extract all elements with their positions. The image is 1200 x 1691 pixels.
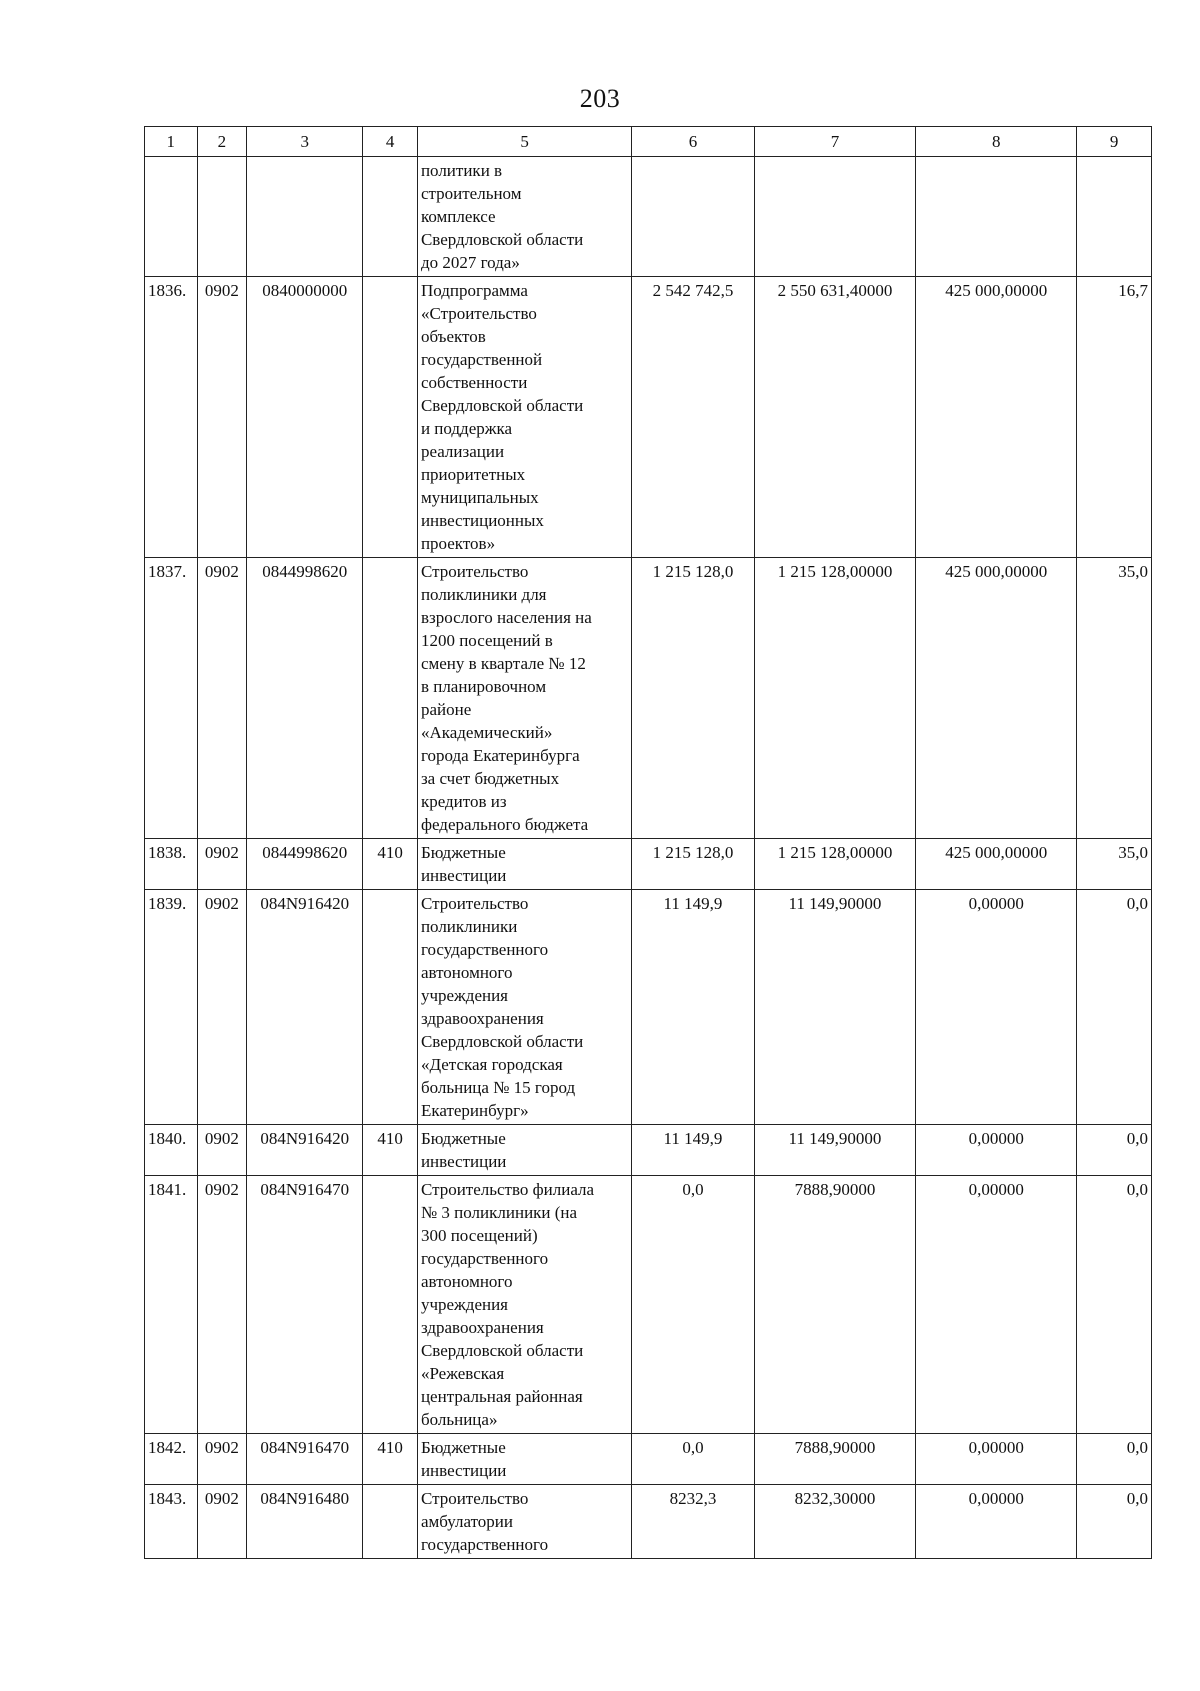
section-code-cell: 0902	[197, 1434, 247, 1485]
item-name-cell: Бюджетные инвестиции	[417, 1434, 631, 1485]
table-body	[145, 157, 1152, 1559]
expense-type-cell	[363, 277, 418, 558]
section-code-cell: 0902	[197, 1176, 247, 1434]
budget-table	[144, 126, 1152, 1559]
item-name-cell: Строительство поликлиники для взрослого населения на 1200 посещений в смену в квартале № 12 в планировочном районе «Академический» города Екатеринбурга за счет бюджетных кредитов из федерального бюджета	[417, 558, 631, 839]
amount-cell-col-7: 7888,90000	[754, 1434, 916, 1485]
header-cell-col-5: 5	[417, 127, 631, 157]
header-cell-col-1: 1	[145, 127, 198, 157]
target-article-cell	[247, 157, 363, 277]
amount-cell-col-8: 0,00000	[916, 890, 1077, 1125]
table-row	[145, 558, 1152, 839]
amount-cell-col-7: 8232,30000	[754, 1485, 916, 1559]
section-code-cell: 0902	[197, 1485, 247, 1559]
percent-cell: 35,0	[1077, 558, 1152, 839]
amount-cell-col-8: 425 000,00000	[916, 558, 1077, 839]
amount-cell-col-8: 425 000,00000	[916, 839, 1077, 890]
row-number-cell	[145, 157, 198, 277]
amount-cell-col-6: 0,0	[632, 1176, 754, 1434]
target-article-cell: 084N916470	[247, 1434, 363, 1485]
amount-cell-col-7: 7888,90000	[754, 1176, 916, 1434]
table-header	[145, 127, 1152, 157]
row-number-cell: 1837.	[145, 558, 198, 839]
expense-type-cell	[363, 558, 418, 839]
section-code-cell: 0902	[197, 1125, 247, 1176]
expense-type-cell	[363, 1176, 418, 1434]
percent-cell: 0,0	[1077, 1176, 1152, 1434]
percent-cell: 0,0	[1077, 1125, 1152, 1176]
amount-cell-col-7: 11 149,90000	[754, 890, 916, 1125]
amount-cell-col-8: 0,00000	[916, 1434, 1077, 1485]
amount-cell-col-8	[916, 157, 1077, 277]
percent-cell: 0,0	[1077, 1434, 1152, 1485]
row-number-cell: 1840.	[145, 1125, 198, 1176]
amount-cell-col-7: 2 550 631,40000	[754, 277, 916, 558]
table-row	[145, 1176, 1152, 1434]
target-article-cell: 0840000000	[247, 277, 363, 558]
table-row	[145, 839, 1152, 890]
amount-cell-col-7	[754, 157, 916, 277]
percent-cell: 0,0	[1077, 1485, 1152, 1559]
header-cell-col-2: 2	[197, 127, 247, 157]
section-code-cell	[197, 157, 247, 277]
row-number-cell: 1838.	[145, 839, 198, 890]
amount-cell-col-6: 8232,3	[632, 1485, 754, 1559]
percent-cell: 16,7	[1077, 277, 1152, 558]
item-name-cell: Бюджетные инвестиции	[417, 839, 631, 890]
row-number-cell: 1841.	[145, 1176, 198, 1434]
table-row	[145, 1485, 1152, 1559]
expense-type-cell	[363, 157, 418, 277]
item-name-cell: Строительство филиала № 3 поликлиники (на 300 посещений) государственного автономного учреждения здравоохранения Свердловской области «Режевская центральная районная больница»	[417, 1176, 631, 1434]
table-row	[145, 1434, 1152, 1485]
item-name-cell: Бюджетные инвестиции	[417, 1125, 631, 1176]
amount-cell-col-7: 11 149,90000	[754, 1125, 916, 1176]
amount-cell-col-6: 11 149,9	[632, 1125, 754, 1176]
amount-cell-col-6: 11 149,9	[632, 890, 754, 1125]
header-cell-col-8: 8	[916, 127, 1077, 157]
header-cell-col-3: 3	[247, 127, 363, 157]
section-code-cell: 0902	[197, 558, 247, 839]
amount-cell-col-8: 425 000,00000	[916, 277, 1077, 558]
amount-cell-col-7: 1 215 128,00000	[754, 839, 916, 890]
table-row	[145, 890, 1152, 1125]
item-name-cell: Строительство амбулатории государственного	[417, 1485, 631, 1559]
expense-type-cell	[363, 1485, 418, 1559]
section-code-cell: 0902	[197, 890, 247, 1125]
item-name-cell: Подпрограмма «Строительство объектов государственной собственности Свердловской области и поддержка реализации приоритетных муниципальных инвестиционных проектов»	[417, 277, 631, 558]
target-article-cell: 084N916420	[247, 890, 363, 1125]
expense-type-cell: 410	[363, 1125, 418, 1176]
expense-type-cell: 410	[363, 839, 418, 890]
row-number-cell: 1836.	[145, 277, 198, 558]
amount-cell-col-8: 0,00000	[916, 1125, 1077, 1176]
target-article-cell: 084N916470	[247, 1176, 363, 1434]
expense-type-cell	[363, 890, 418, 1125]
amount-cell-col-7: 1 215 128,00000	[754, 558, 916, 839]
expense-type-cell: 410	[363, 1434, 418, 1485]
percent-cell	[1077, 157, 1152, 277]
item-name-cell: политики в строительном комплексе Свердловской области до 2027 года»	[417, 157, 631, 277]
header-cell-col-9: 9	[1077, 127, 1152, 157]
table-row	[145, 157, 1152, 277]
amount-cell-col-6: 0,0	[632, 1434, 754, 1485]
page-number: 203	[579, 84, 621, 113]
header-cell-col-7: 7	[754, 127, 916, 157]
target-article-cell: 084N916480	[247, 1485, 363, 1559]
amount-cell-col-6: 1 215 128,0	[632, 839, 754, 890]
section-code-cell: 0902	[197, 277, 247, 558]
amount-cell-col-6: 1 215 128,0	[632, 558, 754, 839]
header-cell-col-6: 6	[632, 127, 754, 157]
row-number-cell: 1843.	[145, 1485, 198, 1559]
target-article-cell: 084N916420	[247, 1125, 363, 1176]
target-article-cell: 0844998620	[247, 558, 363, 839]
header-cell-col-4: 4	[363, 127, 418, 157]
amount-cell-col-6: 2 542 742,5	[632, 277, 754, 558]
amount-cell-col-6	[632, 157, 754, 277]
header-row	[145, 127, 1152, 157]
table-row	[145, 1125, 1152, 1176]
section-code-cell: 0902	[197, 839, 247, 890]
table-row	[145, 277, 1152, 558]
target-article-cell: 0844998620	[247, 839, 363, 890]
row-number-cell: 1839.	[145, 890, 198, 1125]
item-name-cell: Строительство поликлиники государственного автономного учреждения здравоохранения Свердловской области «Детская городская больница № 15 город Екатеринбург»	[417, 890, 631, 1125]
percent-cell: 0,0	[1077, 890, 1152, 1125]
amount-cell-col-8: 0,00000	[916, 1485, 1077, 1559]
percent-cell: 35,0	[1077, 839, 1152, 890]
row-number-cell: 1842.	[145, 1434, 198, 1485]
amount-cell-col-8: 0,00000	[916, 1176, 1077, 1434]
